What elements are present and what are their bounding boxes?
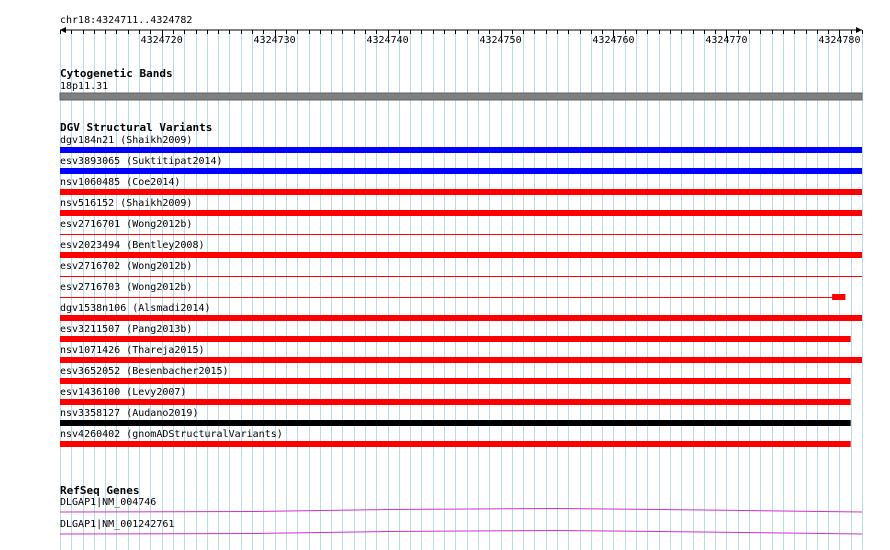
dgv-feature-label[interactable]: esv3893065 (Suktitipat2014) bbox=[60, 156, 223, 167]
dgv-feature-label[interactable]: nsv1060485 (Coe2014) bbox=[60, 177, 181, 188]
dgv-feature-bar[interactable] bbox=[60, 336, 851, 342]
dgv-feature-label[interactable]: esv2716702 (Wong2012b) bbox=[60, 261, 193, 272]
refseq-feature-label[interactable]: DLGAP1|NM_004746 bbox=[60, 497, 157, 508]
dgv-features bbox=[60, 147, 862, 447]
dgv-track-title: DGV Structural Variants bbox=[60, 121, 213, 134]
dgv-feature-bar[interactable] bbox=[60, 189, 862, 195]
refseq-features bbox=[60, 509, 862, 535]
dgv-feature-bar[interactable] bbox=[60, 210, 862, 216]
dgv-feature-label[interactable]: esv3211507 (Pang2013b) bbox=[60, 324, 193, 335]
dgv-feature-label[interactable]: nsv1071426 (Thareja2015) bbox=[60, 345, 205, 356]
dgv-feature-bar[interactable] bbox=[60, 315, 862, 321]
dgv-feature-label[interactable]: esv2023494 (Bentley2008) bbox=[60, 240, 205, 251]
ruler-tick-label: 4324720 bbox=[140, 35, 183, 46]
cytoband-band-label[interactable]: 18p11.31 bbox=[60, 81, 109, 92]
refseq-feature-label[interactable]: DLGAP1|NM_001242761 bbox=[60, 519, 175, 530]
dgv-feature-block[interactable] bbox=[832, 294, 845, 300]
ruler-tick-label: 4324740 bbox=[366, 35, 409, 46]
dgv-feature-bar[interactable] bbox=[60, 420, 851, 426]
dgv-feature-bar[interactable] bbox=[60, 441, 851, 447]
cytoband-bar[interactable] bbox=[60, 93, 862, 100]
dgv-feature-label[interactable]: nsv4260402 (gnomADStructuralVariants) bbox=[60, 429, 283, 440]
dgv-feature-bar[interactable] bbox=[60, 168, 862, 174]
dgv-feature-label[interactable]: dgv1538n106 (Alsmadi2014) bbox=[60, 303, 211, 314]
refseq-track-title: RefSeq Genes bbox=[60, 484, 140, 497]
dgv-feature-bar[interactable] bbox=[60, 252, 862, 258]
dgv-feature-bar[interactable] bbox=[60, 147, 862, 153]
dgv-feature-label[interactable]: esv1436100 (Levy2007) bbox=[60, 387, 187, 398]
cytoband-track-title: Cytogenetic Bands bbox=[60, 67, 173, 80]
dgv-feature-label[interactable]: esv2716701 (Wong2012b) bbox=[60, 219, 193, 230]
dgv-feature-label[interactable]: esv2716703 (Wong2012b) bbox=[60, 282, 193, 293]
ruler-tick-label: 4324760 bbox=[592, 35, 635, 46]
refseq-transcript-line[interactable] bbox=[60, 509, 862, 513]
ruler-tick-label: 4324770 bbox=[705, 35, 748, 46]
dgv-feature-bar[interactable] bbox=[60, 399, 851, 405]
dgv-feature-label[interactable]: dgv184n21 (Shaikh2009) bbox=[60, 135, 193, 146]
ruler-tick-label: 4324780 bbox=[818, 35, 861, 46]
dgv-feature-label[interactable]: nsv3358127 (Audano2019) bbox=[60, 408, 199, 419]
dgv-feature-bar[interactable] bbox=[60, 357, 862, 363]
ruler-right-arrow bbox=[856, 27, 862, 33]
dgv-feature-bar[interactable] bbox=[60, 378, 851, 384]
ruler-tick-label: 4324750 bbox=[479, 35, 522, 46]
ruler-tick-label: 4324730 bbox=[253, 35, 296, 46]
dgv-feature-label[interactable]: esv3652052 (Besenbacher2015) bbox=[60, 366, 229, 377]
refseq-transcript-line[interactable] bbox=[60, 531, 862, 535]
locus-label: chr18:4324711..4324782 bbox=[60, 15, 193, 26]
dgv-feature-label[interactable]: nsv516152 (Shaikh2009) bbox=[60, 198, 193, 209]
